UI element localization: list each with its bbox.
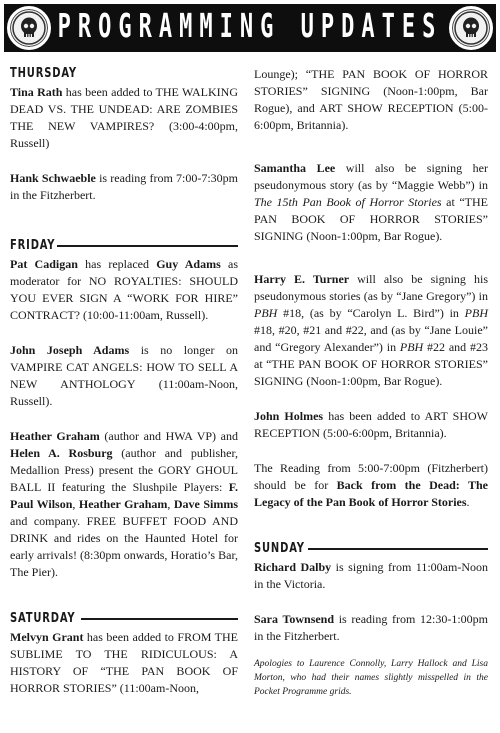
list-item: Tina Rath has been added to THE WALKING DEAD VS. THE UNDEAD: ARE ZOMBIES THE NEW VAMPIRES? (3:00-4:00pm, Russell)	[10, 85, 238, 150]
list-item: Pat Cadigan has replaced Guy Adams as moderator for NO ROYALTIES: SHOULD YOU EVER SIGN A “WORK FOR HIRE” CONTRACT? (10:00-11:00am, Russell).	[10, 257, 238, 322]
list-item: Heather Graham (author and HWA VP) and Helen A. Rosburg (author and publisher, Medallion Press) present the GORY GHOUL BALL II featuring the Slushpile Players: F. Paul Wilson, Heather Graham, Dave Simms and company. FREE BUFFET FOOD AND DRINK and rides on the Haunted Hotel for early arrivals! (8:30pm onwards, Horatio’s Bar, The Pier).	[10, 429, 239, 579]
list-item: John Joseph Adams is no longer on VAMPIRE CAT ANGELS: HOW TO SELL A NEW ANTHOLOGY (11:00am-Noon, Russell).	[10, 343, 238, 408]
section-heading-thursday	[10, 66, 238, 81]
list-item: Samantha Lee will also be signing her pseudonymous story (as by “Maggie Webb”) in The 15th Pan Book of Horror Stories at “THE PAN BOOK OF HORROR STORIES” SIGNING (Noon-1:00pm, Bar Rogue).	[254, 161, 489, 243]
section-rule	[308, 548, 488, 550]
section-rule	[81, 618, 238, 620]
section-heading-label: THURSDAY	[10, 66, 77, 81]
section-heading-friday	[10, 238, 238, 253]
list-item: John Holmes has been added to ART SHOW RECEPTION (5:00-6:00pm, Britannia).	[254, 409, 488, 440]
section-heading-sunday	[254, 541, 488, 556]
list-item: Harry E. Turner will also be signing his pseudonymous stories (as by “Jane Gregory”) in PBH #18, (as by “Carolyn L. Bird”) in PBH #18, #20, #21 and #22, and (as by “Jane Louie” and “Gregory Alexander”) in PBH #22 and #23 at “THE PAN BOOK OF HORROR STORIES” SIGNING (Noon-1:00pm, Bar Rogue).	[254, 272, 489, 388]
list-item: Melvyn Grant has been added to FROM THE SUBLIME TO THE RIDICULOUS: A HISTORY OF “THE PAN BOOK OF HORROR STORIES” (11:00am-Noon,	[10, 630, 238, 695]
page-title: PROGRAMMING UPDATES	[57, 8, 443, 46]
section-heading-label: SUNDAY	[254, 541, 305, 556]
skull-emblem-icon	[7, 6, 51, 50]
section-rule	[57, 245, 238, 247]
section-heading-label: FRIDAY	[10, 238, 56, 253]
skull-emblem-icon	[449, 6, 493, 50]
list-item: Richard Dalby is signing from 11:00am-Noon in the Victoria.	[254, 560, 488, 591]
list-item: Lounge); “THE PAN BOOK OF HORROR STORIES” SIGNING (Noon-1:00pm, Bar Rogue), and ART SHOW RECEPTION (5:00-6:00pm, Britannia).	[254, 67, 488, 132]
header-banner	[4, 4, 496, 52]
list-item: Sara Townsend is reading from 12:30-1:00pm in the Fitzherbert.	[254, 612, 489, 643]
list-item: The Reading from 5:00-7:00pm (Fitzherbert) should be for Back from the Dead: The Legacy of the Pan Book of Horror Stories.	[254, 461, 488, 509]
list-item: Hank Schwaeble is reading from 7:00-7:30pm in the Fitzherbert.	[10, 171, 239, 202]
section-heading-label: SATURDAY	[10, 611, 76, 626]
apology-note: Apologies to Laurence Connolly, Larry Hallock and Lisa Morton, who had their names slightly misspelled in the Pocket Programme grids.	[254, 659, 488, 697]
right-column	[254, 66, 488, 699]
section-heading-saturday	[10, 611, 238, 626]
left-column	[10, 66, 238, 697]
